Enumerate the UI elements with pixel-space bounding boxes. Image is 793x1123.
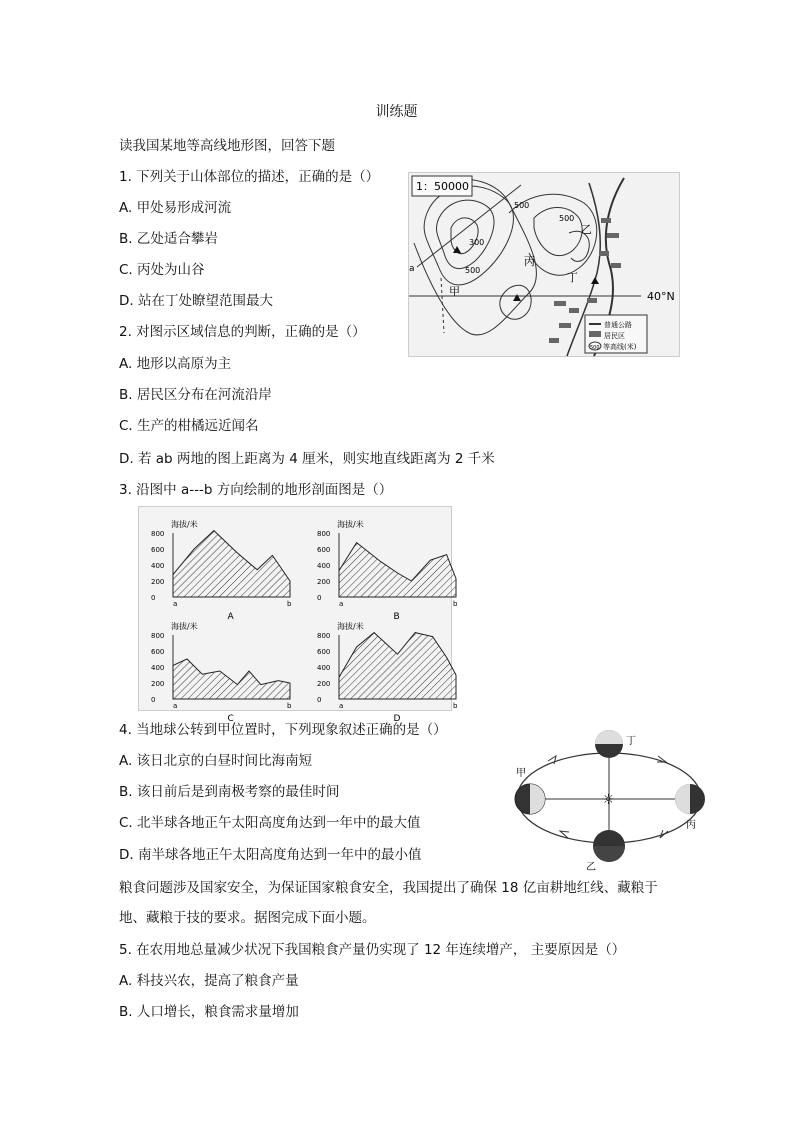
profile-tick-label: 200: [151, 680, 165, 688]
q2-option-b: B. 居民区分布在河流沿岸: [119, 387, 272, 403]
q5-option-b: B. 人口增长，粮食需求量增加: [119, 1004, 299, 1020]
profile-tick-label: 200: [317, 578, 331, 586]
profile-end-b: b: [287, 702, 292, 710]
q4-option-b: B. 该日前后是到南极考察的最佳时间: [119, 784, 340, 800]
q1-stem: 1. 下列关于山体部位的描述，正确的是（）: [119, 169, 380, 185]
map-contour-500b: 500: [559, 214, 575, 223]
profile-end-b: b: [453, 600, 458, 608]
profile-tick-label: 0: [317, 696, 322, 704]
q1-option-c: C. 丙处为山谷: [119, 262, 205, 278]
profile-ylabel: 海拔/米: [337, 622, 364, 631]
intro-text-2-line2: 地、藏粮于技的要求。据图完成下面小题。: [119, 910, 376, 926]
profile-tick-label: 200: [317, 680, 331, 688]
q2-option-c: C. 生产的柑橘远近闻名: [119, 418, 259, 434]
map-contour-500c: 500: [465, 266, 481, 275]
q1-option-a: A. 甲处易形成河流: [119, 200, 232, 216]
map-latitude: 40°N: [647, 290, 675, 303]
intro-text-1: 读我国某地等高线地形图，回答下题: [119, 138, 335, 154]
q5-stem: 5. 在农用地总量减少状况下我国粮食产量仍实现了 12 年连续增产， 主要原因是（）: [119, 942, 626, 958]
profile-panel-label: A: [227, 612, 234, 622]
q3-stem: 3. 沿图中 a---b 方向绘制的地形剖面图是（）: [119, 482, 393, 498]
profile-ylabel: 海拔/米: [337, 520, 364, 529]
map-label-yi: 乙: [581, 223, 592, 236]
profile-end-a: a: [339, 600, 344, 608]
orbit-label-jia: 甲: [516, 768, 526, 779]
intro-text-2-line1: 粮食问题涉及国家安全，为保证国家粮食安全，我国提出了确保 18 亿亩耕地红线、藏粮于: [119, 880, 658, 896]
page-title: 训练题: [375, 104, 418, 120]
q4-stem: 4. 当地球公转到甲位置时，下列现象叙述正确的是（）: [119, 722, 447, 738]
profile-tick-label: 800: [317, 530, 331, 538]
profile-tick-label: 800: [151, 530, 165, 538]
profile-tick-label: 200: [151, 578, 165, 586]
map-scale: 1：50000: [416, 180, 469, 193]
q4-option-d: D. 南半球各地正午太阳高度角达到一年中的最小值: [119, 847, 422, 863]
q2-option-d: D. 若 ab 两地的图上距离为 4 厘米，则实地直线距离为 2 千米: [119, 451, 495, 467]
profile-tick-label: 400: [151, 562, 165, 570]
legend-road: 普通公路: [604, 321, 632, 329]
profile-end-a: a: [339, 702, 344, 710]
profile-tick-label: 400: [317, 664, 331, 672]
profile-end-b: b: [287, 600, 292, 608]
profile-end-a: a: [173, 600, 178, 608]
map-label-ding: 丁: [567, 271, 578, 284]
profile-tick-label: 400: [151, 664, 165, 672]
map-label-a: a: [409, 264, 415, 274]
q2-option-a: A. 地形以高原为主: [119, 356, 232, 372]
q5-option-a: A. 科技兴农，提高了粮食产量: [119, 973, 299, 989]
profile-tick-label: 0: [151, 696, 156, 704]
map-contour-500a: 500: [514, 201, 530, 210]
q1-option-d: D. 站在丁处瞭望范围最大: [119, 293, 273, 309]
q4-option-c: C. 北半球各地正午太阳高度角达到一年中的最大值: [119, 815, 421, 831]
q1-option-b: B. 乙处适合攀岩: [119, 231, 218, 247]
profile-tick-label: 0: [151, 594, 156, 602]
profile-ylabel: 海拔/米: [171, 622, 198, 631]
contour-map-figure: [408, 172, 680, 357]
profile-tick-label: 600: [317, 546, 331, 554]
map-contour-300: 300: [469, 238, 485, 247]
profile-panel-label: B: [393, 612, 400, 622]
legend-contour: 等高线(米): [603, 343, 637, 351]
profile-tick-label: 0: [317, 594, 322, 602]
orbit-label-bing: 丙: [686, 820, 696, 831]
q4-option-a: A. 该日北京的白昼时间比海南短: [119, 753, 313, 769]
orbit-label-ding: 丁: [626, 736, 636, 747]
profiles-figure: [138, 506, 458, 724]
profile-tick-label: 800: [317, 632, 331, 640]
profile-panel-label: C: [227, 714, 234, 724]
profile-panel-label: D: [393, 714, 401, 724]
orbit-sun: ☼: [602, 792, 615, 808]
legend-residential: 居民区: [604, 332, 625, 340]
profile-tick-label: 400: [317, 562, 331, 570]
profile-tick-label: 600: [317, 648, 331, 656]
q2-stem: 2. 对图示区域信息的判断，正确的是（）: [119, 324, 366, 340]
orbit-label-yi: 乙: [586, 862, 596, 873]
profile-tick-label: 800: [151, 632, 165, 640]
profile-ylabel: 海拔/米: [171, 520, 198, 529]
legend-contour-num: 500: [590, 345, 600, 351]
orbit-figure: [508, 726, 714, 874]
profile-tick-label: 600: [151, 648, 165, 656]
profile-end-b: b: [453, 702, 458, 710]
map-label-jia: 甲: [449, 285, 460, 298]
profile-end-a: a: [173, 702, 178, 710]
map-label-bing: 丙: [524, 255, 535, 268]
profile-tick-label: 600: [151, 546, 165, 554]
